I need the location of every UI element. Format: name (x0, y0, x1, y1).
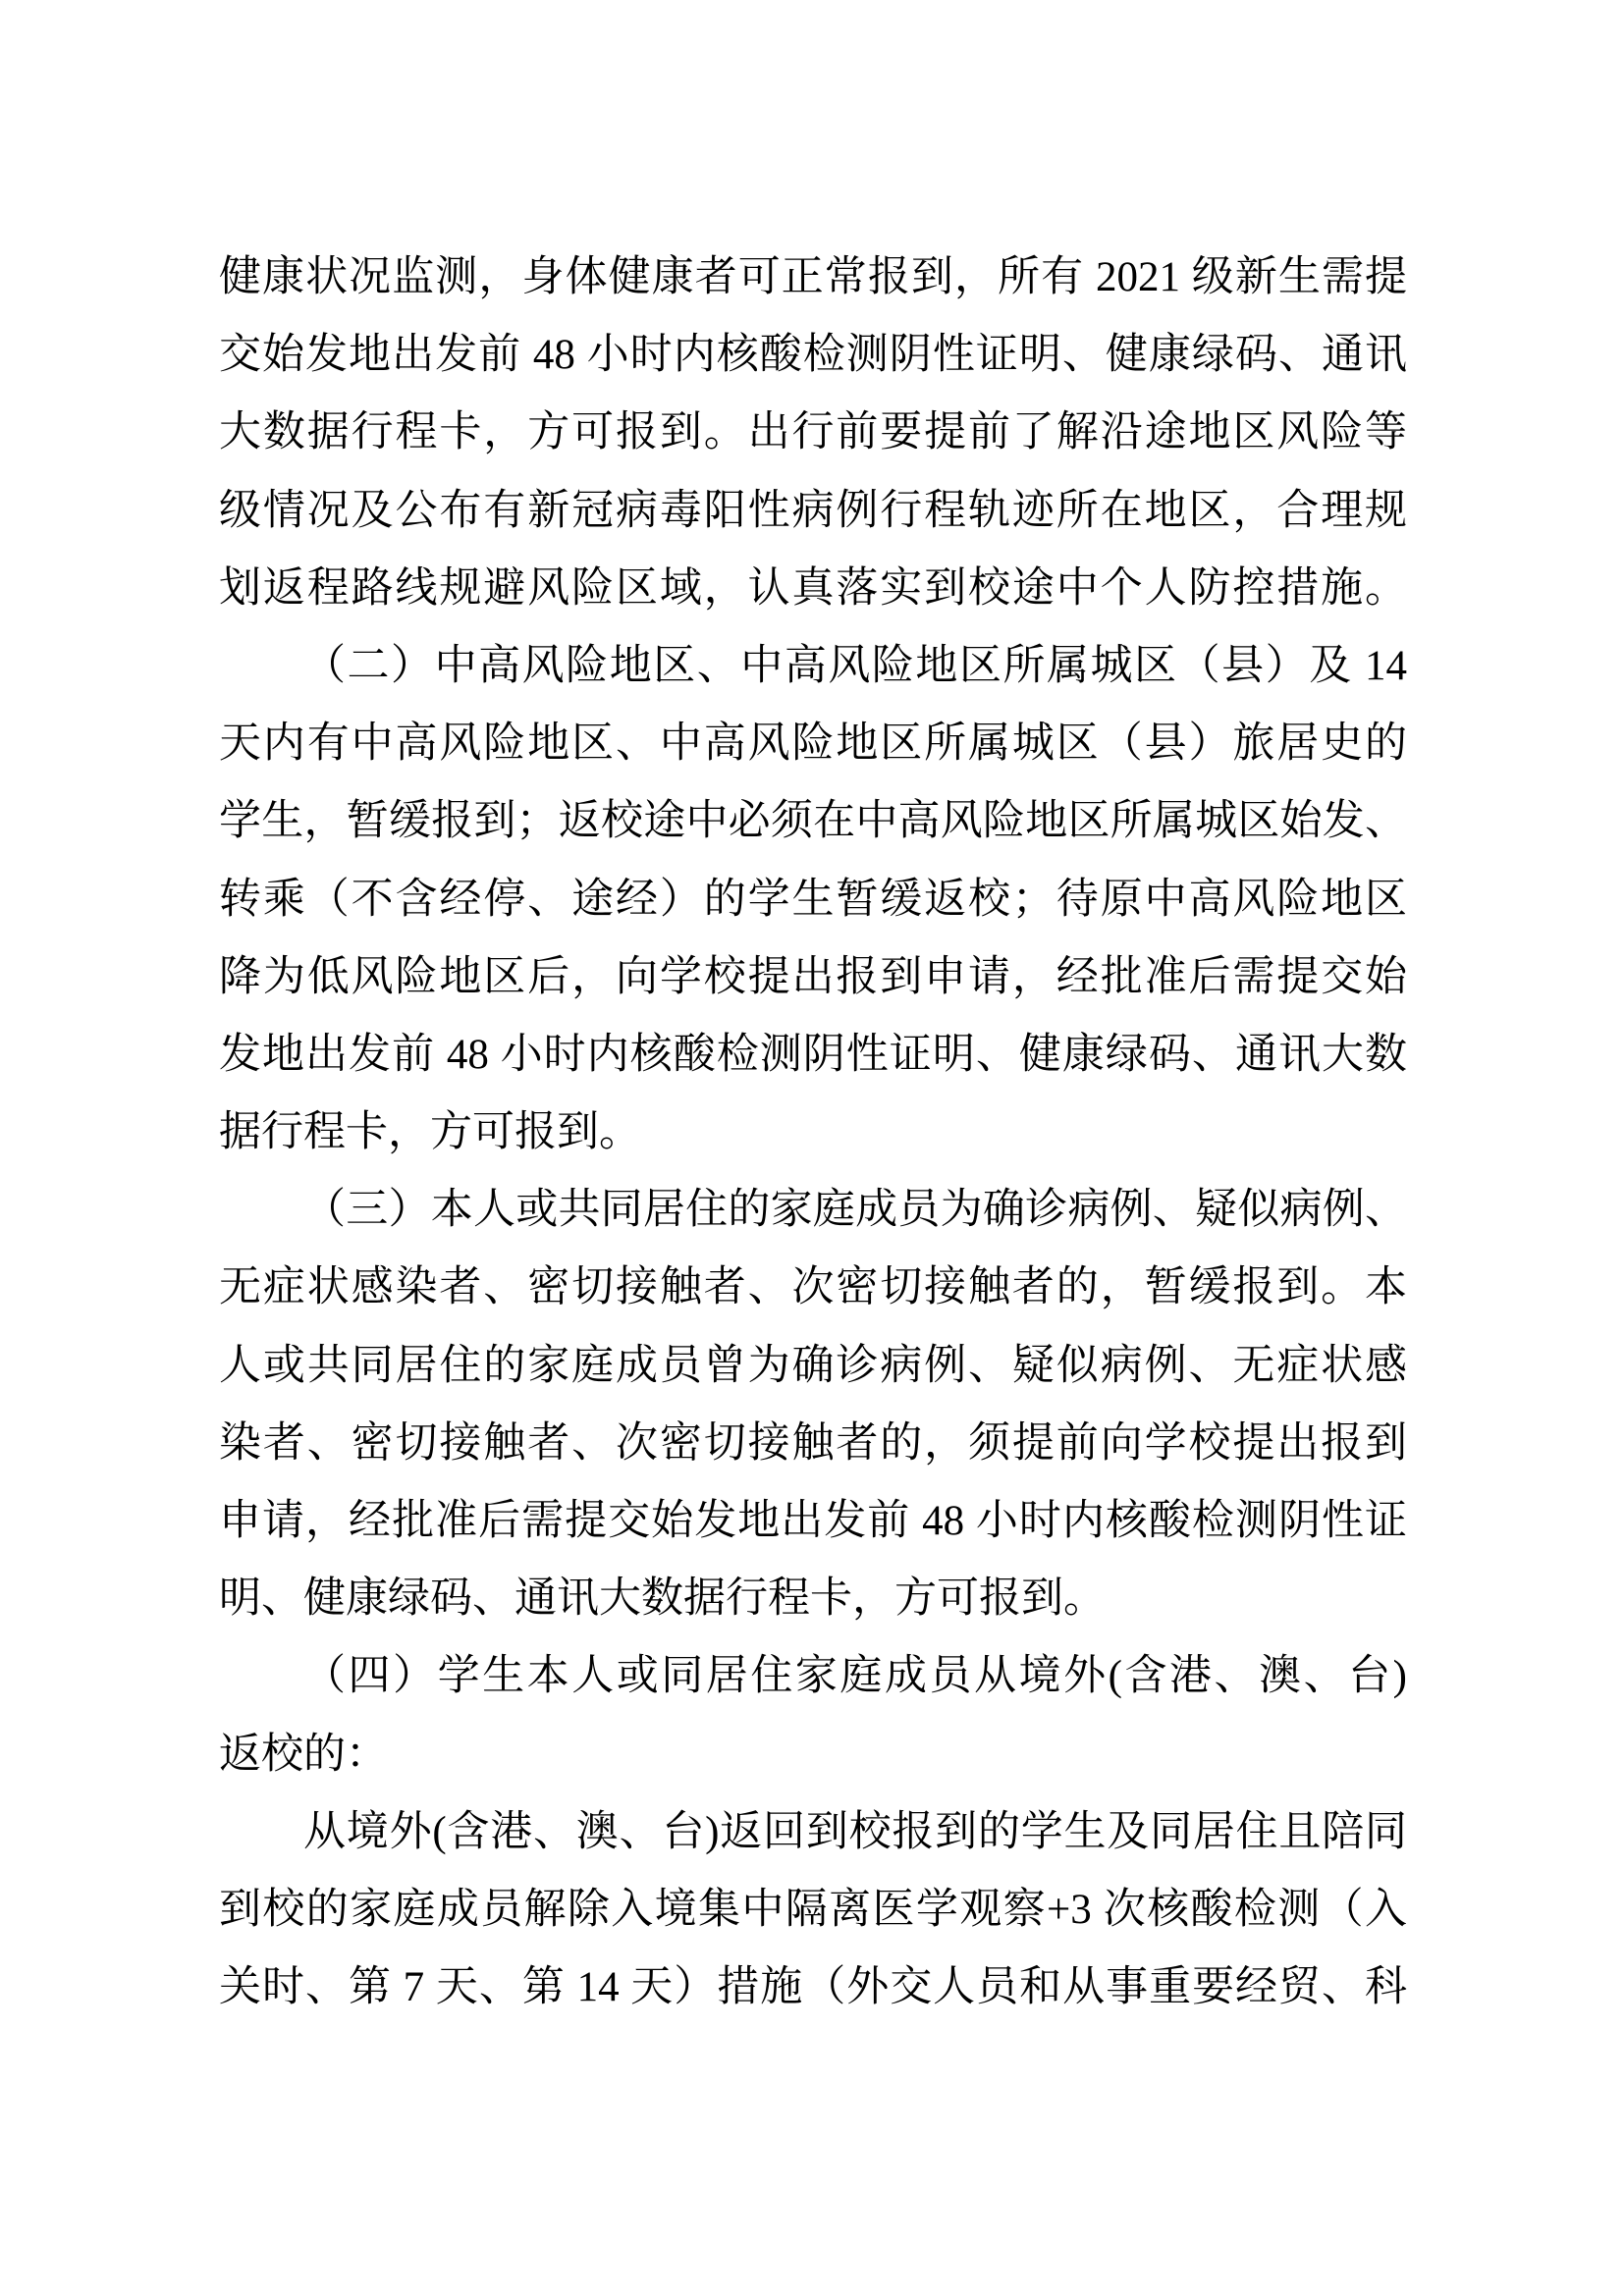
text-line: 划返程路线规避风险区域，认真落实到校途中个人防控措施。 (219, 564, 1407, 612)
text-line: 健康状况监测，身体健康者可正常报到，所有 2021 级新生需提 (219, 254, 1407, 300)
paragraph (219, 627, 1407, 1171)
text-line: 学生，暂缓报到；返校途中必须在中高风险地区所属城区始发、 (219, 798, 1407, 845)
paragraph (219, 1793, 1407, 2027)
text-line: 据行程卡，方可报到。 (219, 1109, 641, 1156)
text-line: 无症状感染者、密切接触者、次密切接触者的，暂缓报到。本 (219, 1264, 1407, 1311)
text-line: 转乘（不含经停、途经）的学生暂缓返校；待原中高风险地区 (219, 876, 1407, 923)
text-line: 到校的家庭成员解除入境集中隔离医学观察+3 次核酸检测（入 (219, 1886, 1407, 1933)
text-line: 申请，经批准后需提交始发地出发前 48 小时内核酸检测阴性证 (219, 1498, 1407, 1544)
paragraph (219, 239, 1407, 627)
text-line: 染者、密切接触者、次密切接触者的，须提前向学校提出报到 (219, 1419, 1407, 1467)
text-line: 关时、第 7 天、第 14 天）措施（外交人员和从事重要经贸、科 (219, 1964, 1407, 2011)
text-line: 降为低风险地区后，向学校提出报到申请，经批准后需提交始 (219, 953, 1407, 1000)
text-line: 发地出发前 48 小时内核酸检测阴性证明、健康绿码、通讯大数 (219, 1031, 1407, 1078)
text-line: 大数据行程卡，方可报到。出行前要提前了解沿途地区风险等 (219, 409, 1407, 456)
text-line: 交始发地出发前 48 小时内核酸检测阴性证明、健康绿码、通讯 (219, 332, 1407, 379)
text-line: （三）本人或共同居住的家庭成员为确诊病例、疑似病例、 (303, 1187, 1407, 1234)
text-line: 从境外(含港、澳、台)返回到校报到的学生及同居住且陪同 (303, 1808, 1407, 1855)
text-line: 人或共同居住的家庭成员曾为确诊病例、疑似病例、无症状感 (219, 1342, 1407, 1389)
text-line: （二）中高风险地区、中高风险地区所属城区（县）及 14 (303, 642, 1407, 689)
paragraph (219, 1171, 1407, 1637)
text-line: 天内有中高风险地区、中高风险地区所属城区（县）旅居史的 (219, 721, 1407, 768)
text-line: 返校的： (219, 1731, 388, 1778)
text-line: （四）学生本人或同居住家庭成员从境外(含港、澳、台) (303, 1653, 1407, 1700)
document-text (219, 239, 1407, 2026)
text-line: 明、健康绿码、通讯大数据行程卡，方可报到。 (219, 1575, 1106, 1623)
paragraph (219, 1637, 1407, 1792)
text-line: 级情况及公布有新冠病毒阳性病例行程轨迹所在地区，合理规 (219, 487, 1407, 534)
